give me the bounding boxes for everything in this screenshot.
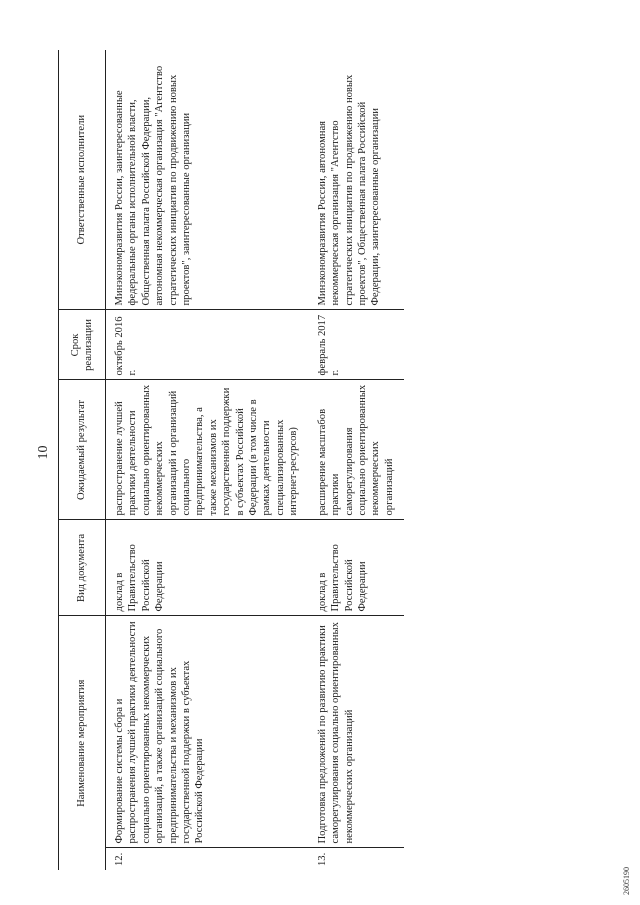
responsible: Минэкономразвития России, автономная некоммерческая организация "Агентство стратегических инициатив по продвижению новых проектов", Общественная палата Российской Федерации, заинтересованные организации xyxy=(309,50,404,310)
column-header-expected-result: Ожидаемый результат xyxy=(59,380,106,520)
column-header-responsible: Ответственные исполнители xyxy=(59,50,106,310)
responsible: Минэкономразвития России, заинтересованные федеральные органы исполнительной власти, Общественная палата Российской Федерации, автономная некоммерческая организация "Агентство стратегических инициатив по продвижению новых проектов", заинтересованные организации xyxy=(106,50,309,310)
deadline: февраль 2017 г. xyxy=(309,310,404,380)
page-number: 10 xyxy=(36,445,51,460)
table-row xyxy=(309,50,404,870)
table-header-row xyxy=(59,50,106,870)
column-header-doc-type: Вид документа xyxy=(59,520,106,616)
measure-name: Формирование системы сбора и распространения лучшей практики деятельности социально ориентированных некоммерческих организаций, а также организаций социального предпринимательства и механизмов их государственной поддержки в субъектах Российской Федерации xyxy=(106,616,309,848)
column-header-name: Наименование мероприятия xyxy=(59,616,106,870)
measures-table xyxy=(58,50,404,870)
table-row xyxy=(106,50,309,870)
expected-result: распространение лучшей практики деятельности социально ориентированных некоммерческих организаций и организаций социального предпринимательства, а также механизмов их государственной поддержки в субъектах Российской Федерации (в том числе в рамках деятельности специализированных интернет-ресурсов) xyxy=(106,380,309,520)
row-number: 13. xyxy=(316,852,328,866)
column-header-deadline: Срок реализации xyxy=(59,310,106,380)
expected-result: расширение масштабов практики саморегулирования социально ориентированных некоммерческих организаций xyxy=(309,380,404,520)
document-type: доклад в Правительство Российской Федерации xyxy=(106,520,309,616)
document-type: доклад в Правительство Российской Федерации xyxy=(309,520,404,616)
deadline: октябрь 2016 г. xyxy=(106,310,309,380)
document-code: 2605190 xyxy=(622,867,631,895)
row-number: 12. xyxy=(114,852,125,866)
measure-name: Подготовка предложений по развитию практики саморегулирования социально ориентированных некоммерческих организаций xyxy=(309,616,404,848)
